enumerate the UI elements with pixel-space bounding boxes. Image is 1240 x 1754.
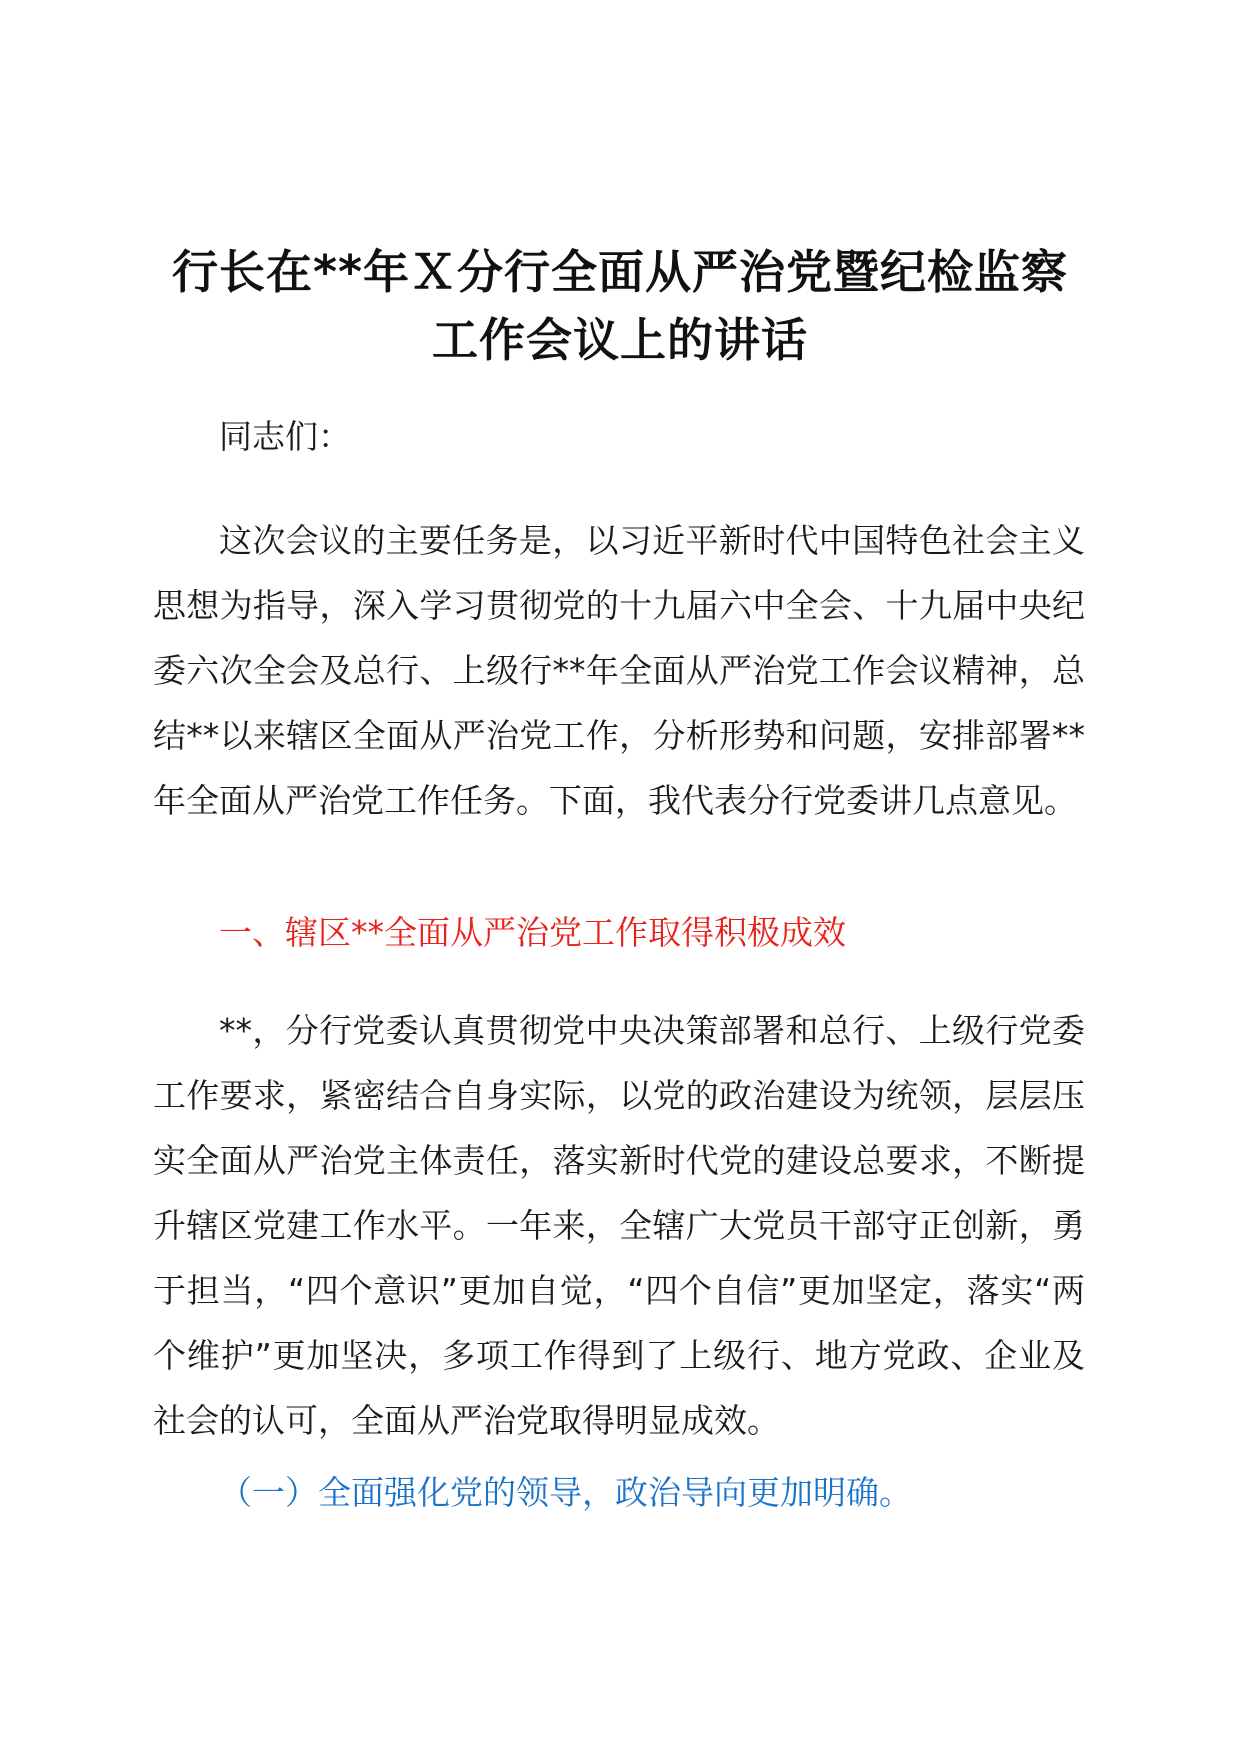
- subsection-heading: （一）全面强化党的领导，政治导向更加明确。: [219, 1473, 912, 1512]
- section-heading: 一、辖区**全面从严治党工作取得积极成效: [219, 913, 846, 952]
- intro-paragraph: 这次会议的主要任务是，以习近平新时代中国特色社会主义思想为指导，深入学习贯彻党的十九届六中全会、十九届中央纪委六次全会及总行、上级行**年全面从严治党工作会议精神，总结**以来辖区全面从严治党工作，分析形势和问题，安排部署**年全面从严治党工作任务。下面，我代表分行党委讲几点意见。: [153, 521, 1085, 820]
- document-title: 行长在**年Ｘ分行全面从严治党暨纪检监察工作会议上的讲话: [171, 245, 1069, 367]
- body-paragraph: **，分行党委认真贯彻党中央决策部署和总行、上级行党委工作要求，紧密结合自身实际，以党的政治建设为统领，层层压实全面从严治党主体责任，落实新时代党的建设总要求，不断提升辖区党建工作水平。一年来，全辖广大党员干部守正创新，勇于担当，“四个意识”更加自觉，“四个自信”更加坚定，落实“两个维护”更加坚决，多项工作得到了上级行、地方党政、企业及社会的认可，全面从严治党取得明显成效。: [153, 1011, 1085, 1440]
- greeting: 同志们：: [219, 417, 351, 456]
